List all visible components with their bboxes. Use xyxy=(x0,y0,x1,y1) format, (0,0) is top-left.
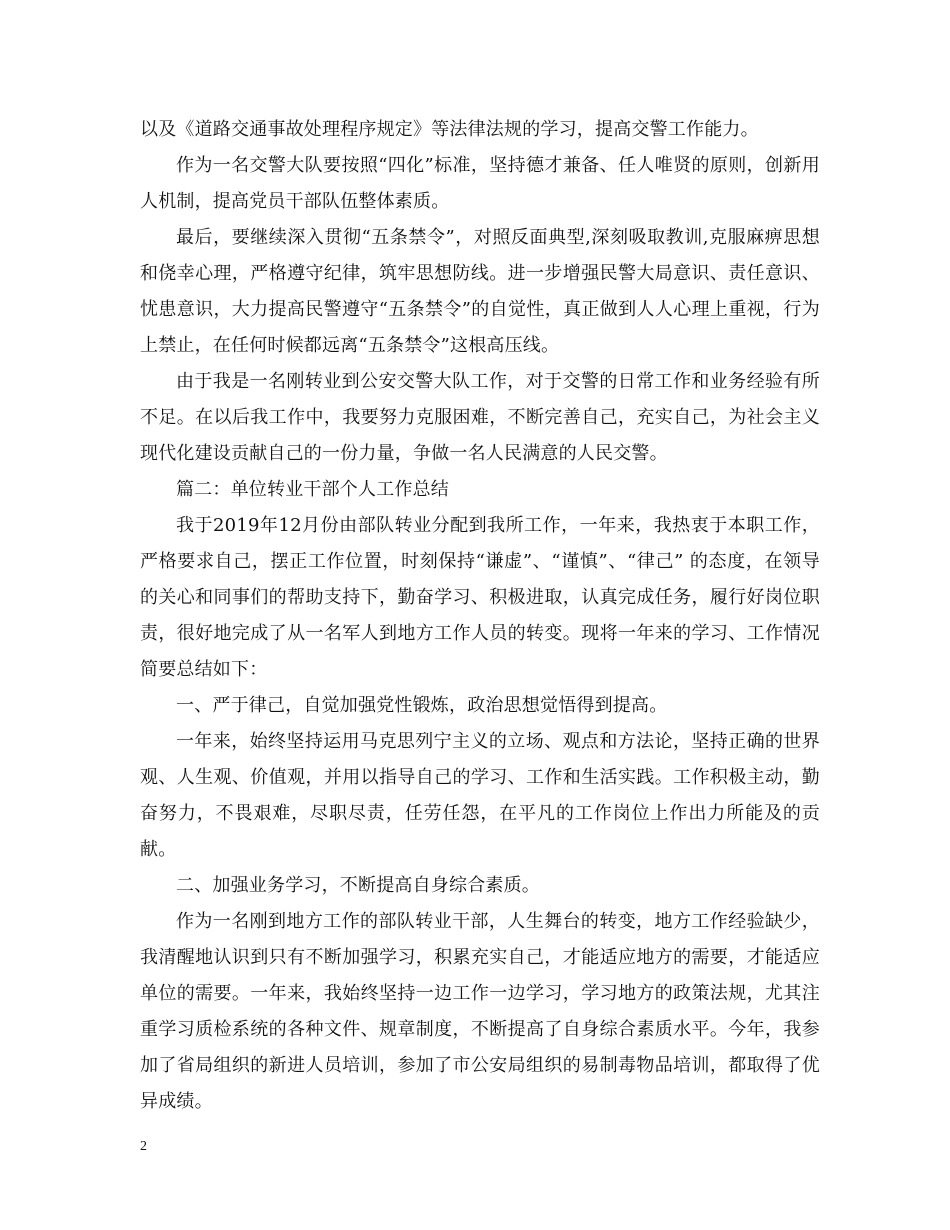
section-heading: 篇二：单位转业干部个人工作总结 xyxy=(176,479,449,500)
page-number: 2 xyxy=(140,1139,147,1154)
document-body xyxy=(140,112,820,1120)
paragraph-continuation: 以及《道路交通事故处理程序规定》等法律法规的学习，提高交警工作能力。 xyxy=(140,119,759,140)
paragraph: 最后，要继续深入贯彻“五条禁令”，对照反面典型,深刻吸取教训,克服麻痹思想和侥幸心理，严格遵守纪律，筑牢思想防线。进一步增强民警大局意识、责任意识、忧患意识，大力提高民警遵守“五条禁令”的自觉性，真正做到人人心理上重视，行为上禁止，在任何时候都远离“五条禁令”这根高压线。 xyxy=(140,227,820,356)
paragraph: 一年来，始终坚持运用马克思列宁主义的立场、观点和方法论，坚持正确的世界观、人生观、价值观，并用以指导自己的学习、工作和生活实践。工作积极主动，勤奋努力，不畏艰难，尽职尽责，任劳任怨，在平凡的工作岗位上作出力所能及的贡献。 xyxy=(140,731,820,860)
paragraph: 作为一名刚到地方工作的部队转业干部，人生舞台的转变，地方工作经验缺少，我清醒地认识到只有不断加强学习，积累充实自己，才能适应地方的需要，才能适应单位的需要。一年来，我始终坚持一边工作一边学习，学习地方的政策法规，尤其注重学习质检系统的各种文件、规章制度，不断提高了自身综合素质水平。今年，我参加了省局组织的新进人员培训，参加了市公安局组织的易制毒物品培训，都取得了优异成绩。 xyxy=(140,911,820,1112)
subsection-heading: 二、加强业务学习，不断提高自身综合素质。 xyxy=(176,875,540,896)
subsection-heading: 一、严于律己，自觉加强党性锻炼，政治思想觉悟得到提高。 xyxy=(176,695,668,716)
paragraph: 作为一名交警大队要按照“四化”标准，坚持德才兼备、任人唯贤的原则，创新用人机制，提高党员干部队伍整体素质。 xyxy=(140,155,820,212)
paragraph: 由于我是一名刚转业到公安交警大队工作，对于交警的日常工作和业务经验有所不足。在以后我工作中，我要努力克服困难，不断完善自己，充实自己，为社会主义现代化建设贡献自己的一份力量，争做一名人民满意的人民交警。 xyxy=(140,371,820,464)
paragraph: 我于2019年12月份由部队转业分配到我所工作，一年来，我热衷于本职工作，严格要求自己，摆正工作位置，时刻保持“谦虚”、“谨慎”、“律己” 的态度，在领导的关心和同事们的帮助支持下，勤奋学习、积极进取，认真完成任务，履行好岗位职责，很好地完成了从一名军人到地方工作人员的转变。现将一年来的学习、工作情况简要总结如下： xyxy=(140,515,820,680)
